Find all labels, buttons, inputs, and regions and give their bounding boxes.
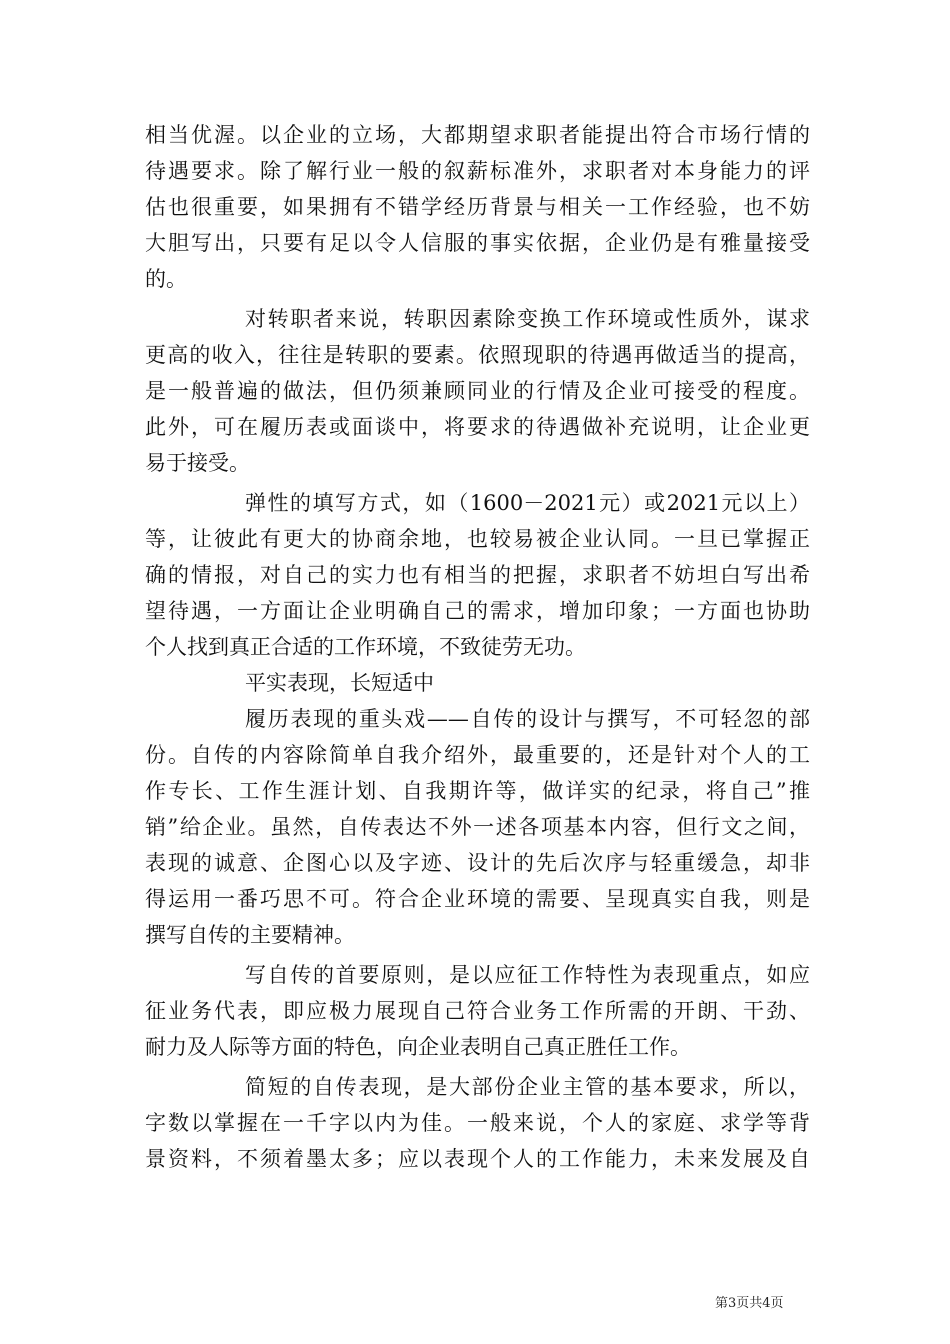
text-line: 待遇要求。除了解行业一般的叙薪标准外，求职者对本身能力的评 xyxy=(145,159,810,183)
paragraph-first-line: 弹性的填写方式，如（1600－2021元）或2021元以上） xyxy=(245,491,810,515)
text-line: 相当优渥。以企业的立场，大都期望求职者能提出符合市场行情的 xyxy=(145,123,810,147)
text-line: 撰写自传的主要精神。 xyxy=(145,923,355,947)
paragraph-first-line: 写自传的首要原则，是以应征工作特性为表现重点，如应 xyxy=(245,963,810,987)
paragraph-first-line: 对转职者来说，转职因素除变换工作环境或性质外，谋求 xyxy=(245,307,810,331)
text-line: 易于接受。 xyxy=(145,451,250,475)
text-line: 等，让彼此有更大的协商余地，也较易被企业认同。一旦已掌握正 xyxy=(145,527,810,551)
text-line: 确的情报，对自己的实力也有相当的把握，求职者不妨坦白写出希 xyxy=(145,563,810,587)
text-line: 更高的收入，往往是转职的要素。依照现职的待遇再做适当的提高， xyxy=(145,343,810,367)
text-line: 此外，可在履历表或面谈中，将要求的待遇做补充说明，让企业更 xyxy=(145,415,810,439)
paragraph-first-line: 简短的自传表现，是大部份企业主管的基本要求，所以， xyxy=(245,1075,810,1099)
text-line: 销”给企业。虽然，自传表达不外一述各项基本内容，但行文之间， xyxy=(145,815,810,839)
page-number: 第3页共4页 xyxy=(715,1296,784,1311)
text-line: 得运用一番巧思不可。符合企业环境的需要、呈现真实自我，则是 xyxy=(145,887,810,911)
text-line: 景资料，不须着墨太多；应以表现个人的工作能力，未来发展及自 xyxy=(145,1147,810,1171)
text-line: 是一般普遍的做法，但仍须兼顾同业的行情及企业可接受的程度。 xyxy=(145,379,810,403)
text-line: 耐力及人际等方面的特色，向企业表明自己真正胜任工作。 xyxy=(145,1035,691,1059)
text-line: 征业务代表，即应极力展现自己符合业务工作所需的开朗、干劲、 xyxy=(145,999,810,1023)
body-text xyxy=(145,117,810,1177)
text-line: 作专长、工作生涯计划、自我期许等，做详实的纪录，将自己”推 xyxy=(145,779,810,803)
text-line: 份。自传的内容除简单自我介绍外，最重要的，还是针对个人的工 xyxy=(145,743,810,767)
section-heading: 平实表现，长短适中 xyxy=(245,671,434,695)
text-line: 个人找到真正合适的工作环境，不致徒劳无功。 xyxy=(145,635,586,659)
text-line: 表现的诚意、企图心以及字迹、设计的先后次序与轻重缓急，却非 xyxy=(145,851,810,875)
text-line: 大胆写出，只要有足以令人信服的事实依据，企业仍是有雅量接受 xyxy=(145,231,810,255)
text-line: 望待遇，一方面让企业明确自己的需求，增加印象；一方面也协助 xyxy=(145,599,810,623)
paragraph-first-line: 履历表现的重头戏——自传的设计与撰写，不可轻忽的部 xyxy=(245,707,810,731)
text-line: 的。 xyxy=(145,267,187,291)
text-line: 估也很重要，如果拥有不错学经历背景与相关一工作经验，也不妨 xyxy=(145,195,810,219)
text-line: 字数以掌握在一千字以内为佳。一般来说，个人的家庭、求学等背 xyxy=(145,1111,810,1135)
